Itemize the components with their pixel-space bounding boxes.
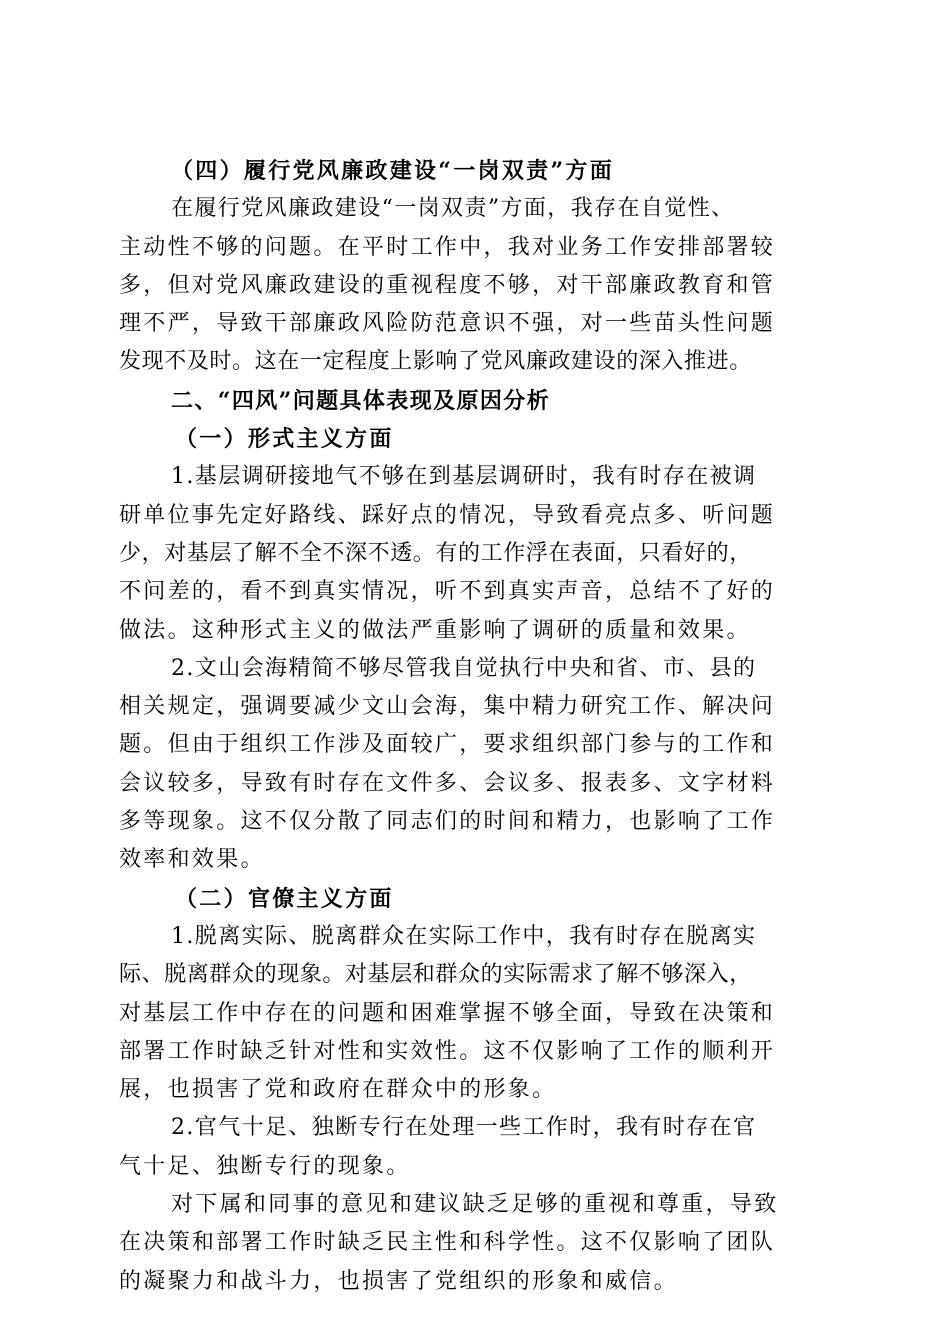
paragraph-line: 发现不及时。这在一定程度上影响了党风廉政建设的深入推进。 xyxy=(119,349,752,375)
paragraph-line: 少，对基层了解不全不深不透。有的工作浮在表面，只看好的， xyxy=(119,540,752,566)
paragraph-line: 做法。这种形式主义的做法严重影响了调研的质量和效果。 xyxy=(119,617,751,643)
paragraph-line: 不问差的，看不到真实情况，听不到真实声音，总结不了好的 xyxy=(119,579,776,605)
paragraph-line: 1.基层调研接地气不够在到基层调研时，我有时存在被调 xyxy=(171,464,757,490)
paragraph-line: 1.脱离实际、脱离群众在实际工作中，我有时存在脱离实 xyxy=(171,923,757,949)
paragraph-line: 对下属和同事的意见和建议缺乏足够的重视和尊重，导致 xyxy=(171,1192,779,1218)
paragraph-line: 题。但由于组织工作涉及面较广，要求组织部门参与的工作和 xyxy=(119,732,776,758)
chapter-heading-2: 二、“四风”问题具体表现及原因分析 xyxy=(171,387,551,414)
paragraph-line: 的凝聚力和战斗力，也损害了党组织的形象和威信。 xyxy=(119,1268,678,1294)
section-heading-1: （一）形式主义方面 xyxy=(175,426,394,453)
paragraph-line: 研单位事先定好路线、踩好点的情况，导致看亮点多、听问题 xyxy=(119,502,776,528)
paragraph-line: 2.官气十足、独断专行在处理一些工作时，我有时存在官 xyxy=(171,1115,757,1141)
paragraph-line: 多，但对党风廉政建设的重视程度不够，对干部廉政教育和管 xyxy=(119,272,776,298)
paragraph-line: 会议较多，导致有时存在文件多、会议多、报表多、文字材料 xyxy=(119,770,776,796)
document-body xyxy=(119,152,831,1301)
paragraph-line: 多等现象。这不仅分散了同志们的时间和精力，也影响了工作 xyxy=(119,809,776,835)
paragraph-line: 对基层工作中存在的问题和困难掌握不够全面，导致在决策和 xyxy=(119,1000,776,1026)
paragraph-line: 效率和效果。 xyxy=(119,847,265,873)
section-heading-4: （四）履行党风廉政建设“一岗双责”方面 xyxy=(171,158,615,184)
paragraph-line: 2.文山会海精简不够尽管我自觉执行中央和省、市、县的 xyxy=(171,655,757,681)
paragraph-line: 相关规定，强调要减少文山会海，集中精力研究工作、解决问 xyxy=(119,694,776,720)
paragraph-line: 部署工作时缺乏针对性和实效性。这不仅影响了工作的顺利开 xyxy=(119,1038,776,1064)
paragraph-line: 理不严，导致干部廉政风险防范意识不强，对一些苗头性问题 xyxy=(119,311,776,337)
paragraph-line: 主动性不够的问题。在平时工作中，我对业务工作安排部署较 xyxy=(119,234,776,260)
paragraph-line: 际、脱离群众的现象。对基层和群众的实际需求了解不够深入， xyxy=(119,962,752,988)
paragraph-line: 在履行党风廉政建设“一岗双责”方面，我存在自觉性、 xyxy=(171,196,735,222)
paragraph-line: 气十足、独断专行的现象。 xyxy=(119,1153,411,1179)
paragraph-line: 展，也损害了党和政府在群众中的形象。 xyxy=(119,1077,557,1103)
paragraph-line: 在决策和部署工作时缺乏民主性和科学性。这不仅影响了团队 xyxy=(119,1230,776,1256)
section-heading-2: （二）官僚主义方面 xyxy=(175,885,394,912)
